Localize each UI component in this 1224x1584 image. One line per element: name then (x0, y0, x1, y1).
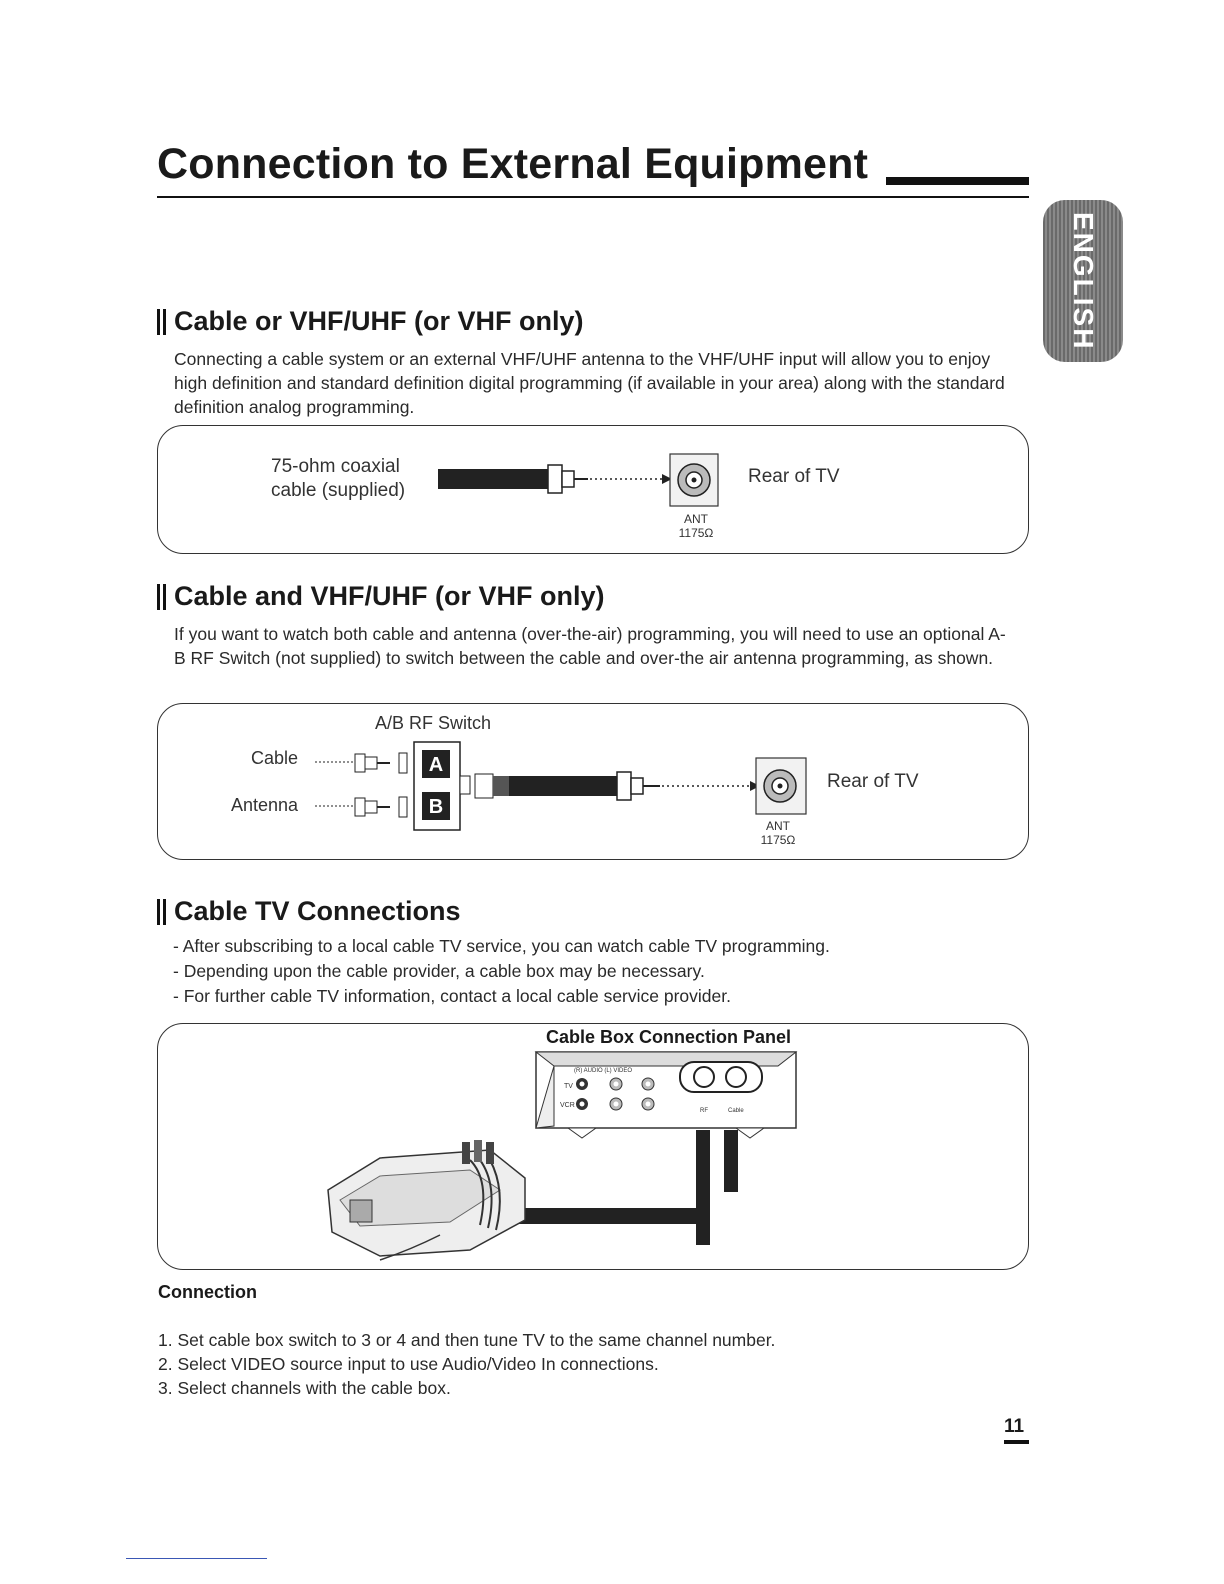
cable-input-label: Cable (251, 748, 299, 768)
svg-text:B: B (428, 796, 444, 818)
connection-steps (158, 1328, 775, 1400)
section-heading-cable-or-vhf: Cable or VHF/UHF (or VHF only) (157, 306, 584, 337)
coax-cable-icon (509, 776, 617, 796)
rf-cable-icon (696, 1130, 710, 1245)
connection-heading: Connection (158, 1282, 257, 1302)
ab-switch-label: A/B RF Switch (375, 713, 492, 733)
cable-box-panel-title: Cable Box Connection Panel (546, 1027, 792, 1047)
svg-text:RF: RF (700, 1108, 708, 1114)
page-number-underline (1004, 1440, 1029, 1444)
coax-cable-icon (438, 469, 548, 489)
svg-text:TV: TV (564, 1083, 573, 1090)
list-item: 3. Select channels with the cable box. (158, 1378, 451, 1398)
cable-tv-bullet-list (173, 934, 830, 1009)
section1-body: Connecting a cable system or an external VHF/UHF antenna to the VHF/UHF input will allow you to enjoy high definition and standard definition digital programming (if available in your area) along with the standard definition analog programming. (174, 349, 1005, 417)
list-item: 1. Set cable box switch to 3 or 4 and then tune TV to the same channel number. (158, 1330, 776, 1350)
heading-marker-icon (157, 899, 160, 925)
ant-port-label-2: ANT 1175Ω (760, 819, 796, 847)
coaxial-cable-diagram (430, 452, 730, 512)
heading-marker-icon (157, 584, 160, 610)
heading-marker-icon (157, 309, 160, 335)
list-item: - For further cable TV information, contact a local cable service provider. (173, 986, 731, 1006)
svg-text:Cable: Cable (728, 1108, 744, 1114)
language-tab-label: ENGLISH (1068, 211, 1099, 351)
svg-text:A: A (428, 754, 444, 776)
title-accent-bar (886, 177, 1029, 185)
title-underline (157, 196, 1029, 198)
language-tab (1043, 200, 1123, 362)
rear-of-tv-label-2: Rear of TV (827, 771, 919, 792)
rear-of-tv-label-1: Rear of TV (748, 466, 840, 487)
ant-port-label-1: ANT 1175Ω (678, 512, 714, 540)
section2-body: If you want to watch both cable and antenna (over-the-air) programming, you will need to use an optional A-B RF Switch (not supplied) to switch between the cable and over-the air antenna programming, as shown. (174, 624, 1006, 668)
section-heading-cable-tv: Cable TV Connections (157, 896, 461, 927)
coaxial-label-line1: 75-ohm coaxial (271, 456, 400, 477)
ab-switch-diagram (310, 738, 820, 834)
svg-text:(R) AUDIO (L) VIDEO: (R) AUDIO (L) VIDEO (574, 1068, 633, 1074)
svg-text:VCR: VCR (560, 1102, 575, 1109)
list-item: - After subscribing to a local cable TV service, you can watch cable TV programming. (173, 936, 830, 956)
list-item: - Depending upon the cable provider, a cable box may be necessary. (173, 961, 705, 981)
antenna-input-label: Antenna (231, 795, 299, 815)
section-heading-cable-and-vhf: Cable and VHF/UHF (or VHF only) (157, 581, 605, 612)
page-title: Connection to External Equipment (157, 140, 869, 188)
cable-box-diagram (320, 1050, 800, 1270)
footer-link-line (126, 1558, 267, 1559)
list-item: 2. Select VIDEO source input to use Audio/Video In connections. (158, 1354, 659, 1374)
coaxial-label-line2: cable (supplied) (271, 480, 406, 501)
page-number: 11 (1004, 1416, 1025, 1437)
